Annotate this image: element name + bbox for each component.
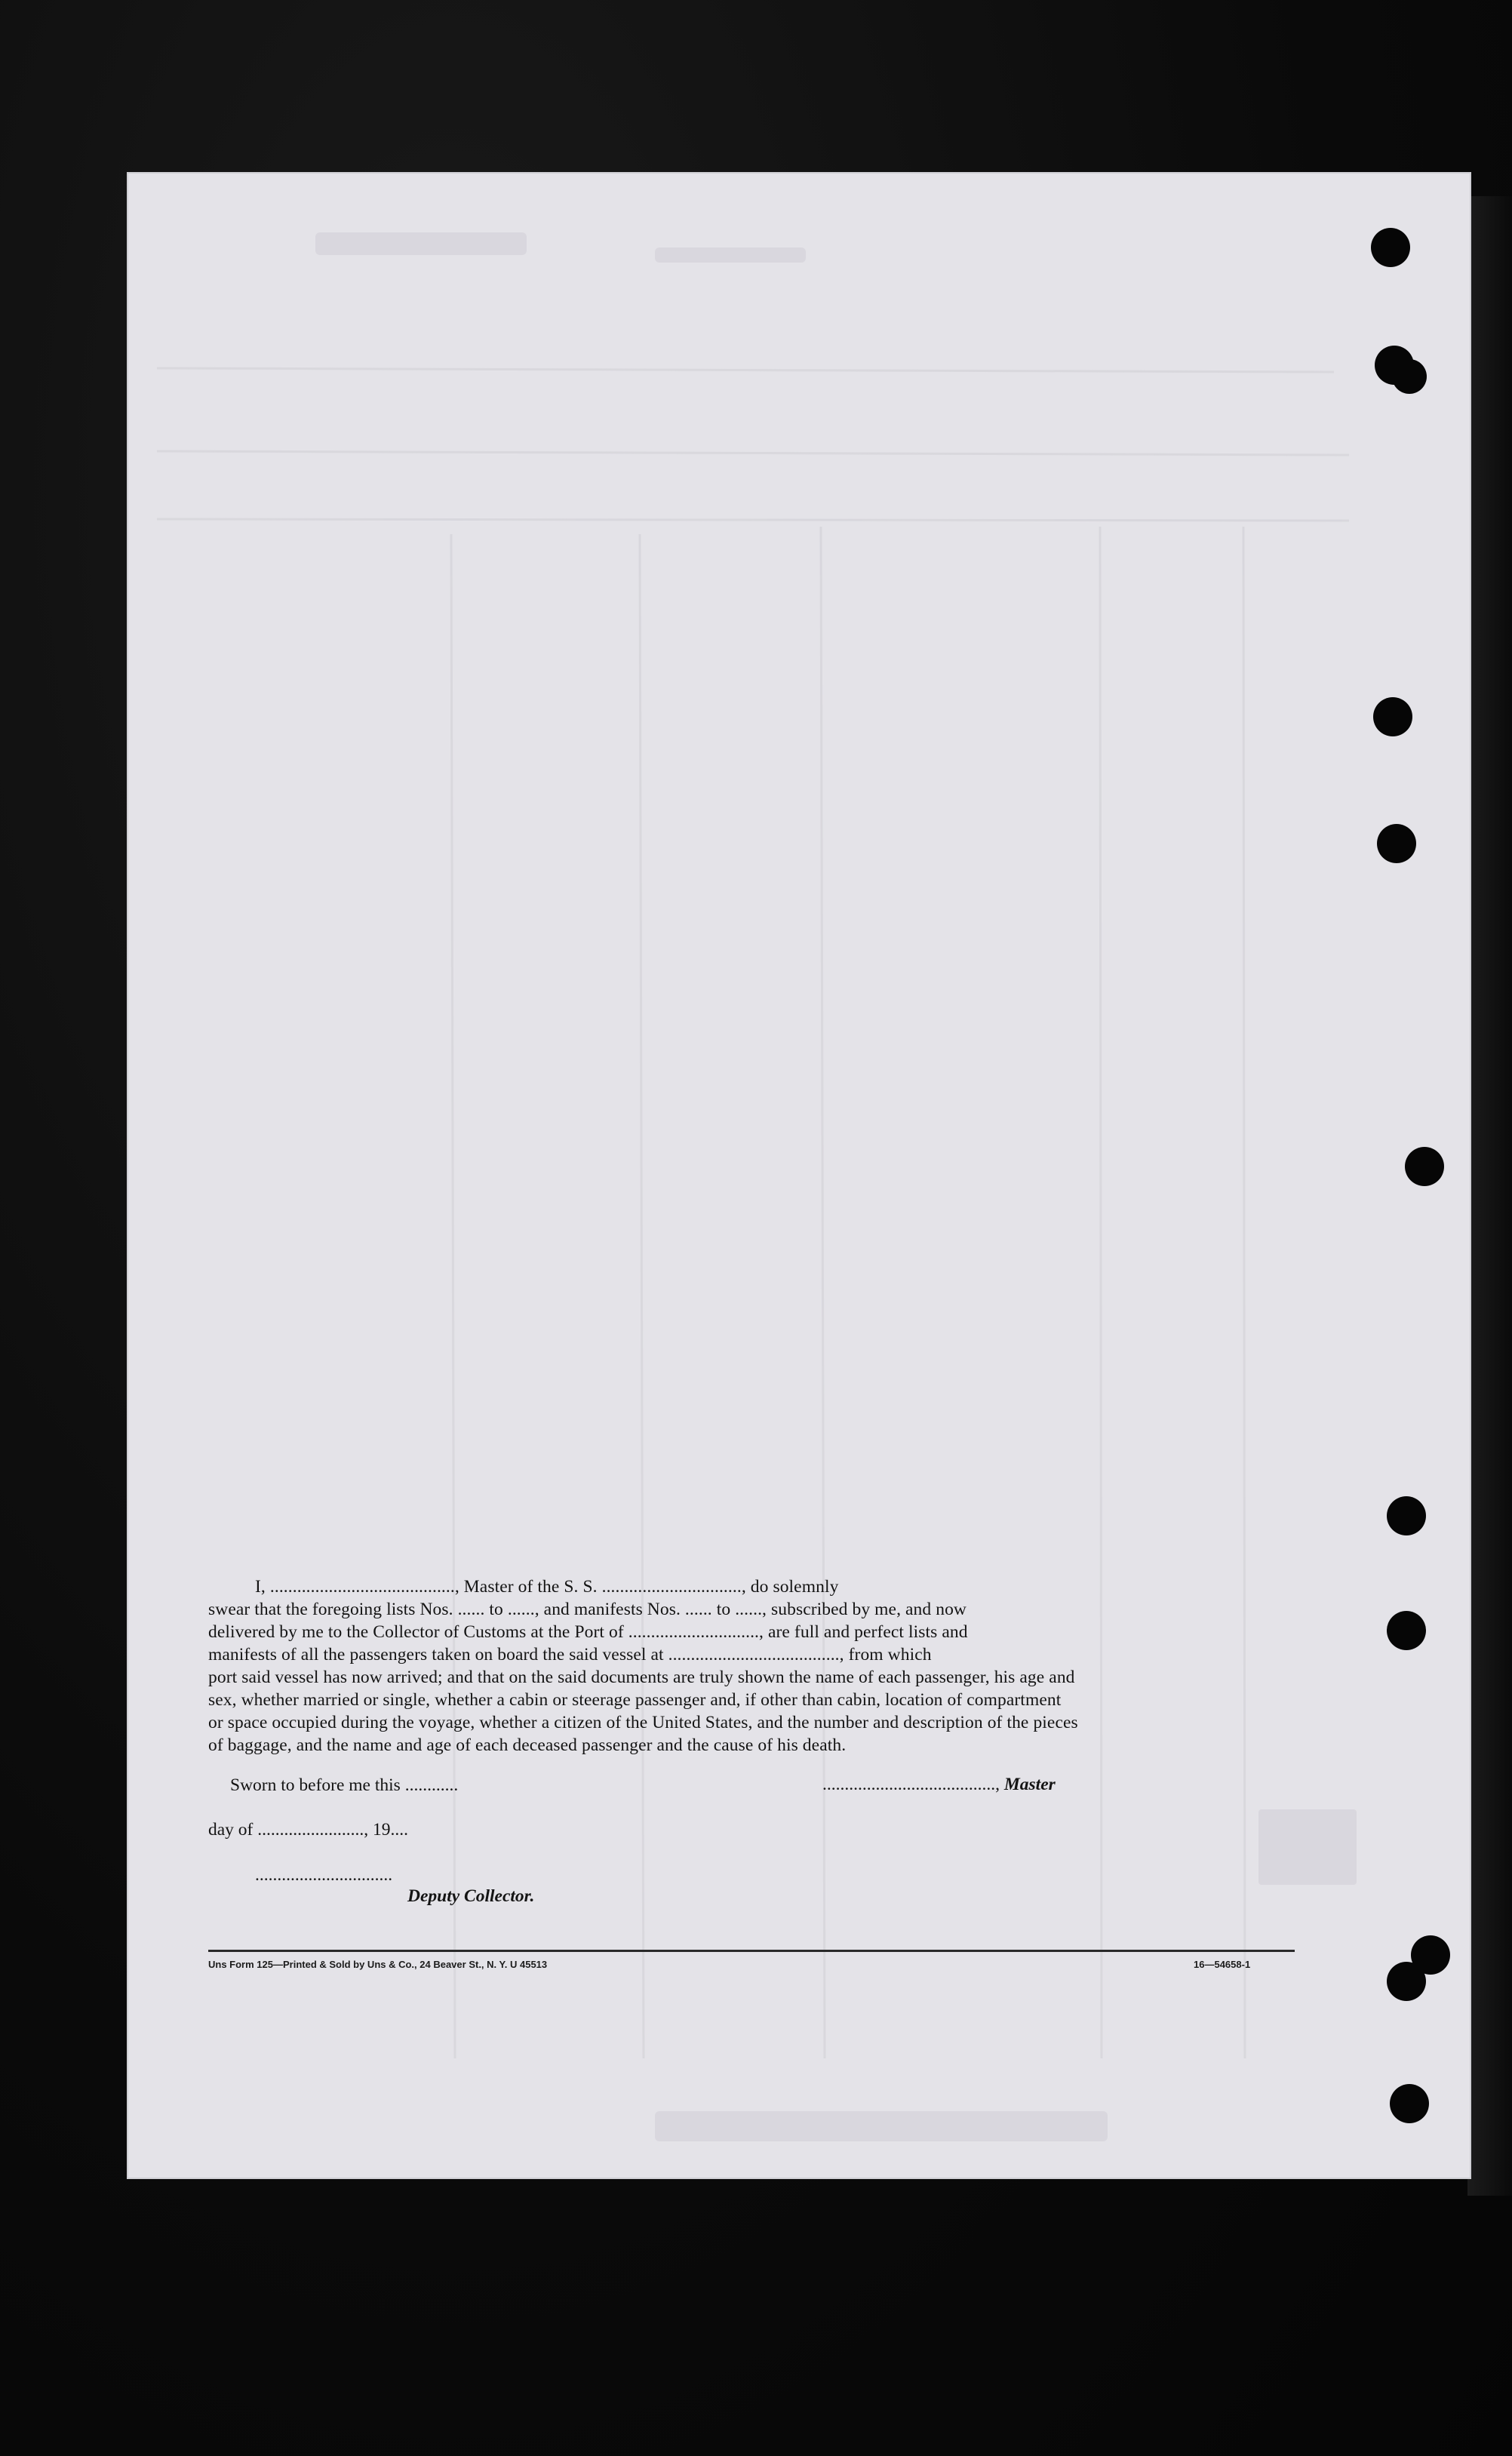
oath-line: manifests of all the passengers taken on board the said vessel at ......................................, from which xyxy=(208,1645,932,1664)
punch-hole xyxy=(1392,359,1427,394)
oath-line: or space occupied during the voyage, whether a citizen of the United States, and the number and description of the pieces xyxy=(208,1713,1078,1732)
oath-line: port said vessel has now arrived; and that on the said documents are truly shown the name of each passenger, his age and xyxy=(208,1668,1075,1687)
oath-line: of baggage, and the name and age of each deceased passenger and the cause of his death. xyxy=(208,1735,847,1755)
punch-hole xyxy=(1373,697,1412,736)
master-signature-line xyxy=(822,1775,1056,1795)
scan-right-edge xyxy=(1467,196,1512,2196)
punch-hole xyxy=(1390,2084,1429,2123)
master-signature-dots: ......................................., xyxy=(822,1775,1000,1794)
punch-hole xyxy=(1387,1611,1426,1650)
oath-line: I, ........................................., Master of the S. S. ..............................., do solemnly xyxy=(255,1577,839,1597)
oath-line: sex, whether married or single, whether a cabin or steerage passenger and, if other than cabin, location of compartment xyxy=(208,1690,1062,1710)
oath-paragraph xyxy=(208,1575,1295,1757)
day-of-line: day of ........................, 19.... xyxy=(208,1820,409,1840)
oath-line: swear that the foregoing lists Nos. ...... to ......, and manifests Nos. ...... to ......, subscribed by me, and now xyxy=(208,1600,967,1619)
form-number: 16—54658-1 xyxy=(1194,1959,1251,1970)
sworn-before-line: Sworn to before me this ............ xyxy=(230,1775,459,1795)
punch-hole xyxy=(1377,824,1416,863)
punch-hole xyxy=(1387,1962,1426,2001)
oath-line: delivered by me to the Collector of Customs at the Port of ............................., are full and perfect lists and xyxy=(208,1622,968,1642)
deputy-collector-dots: ............................... xyxy=(255,1865,393,1885)
punch-hole xyxy=(1371,228,1410,267)
punch-hole xyxy=(1405,1147,1444,1186)
punch-hole xyxy=(1387,1496,1426,1535)
master-label: Master xyxy=(1003,1775,1056,1794)
deputy-collector-label: Deputy Collector. xyxy=(407,1886,535,1906)
footer-rule xyxy=(208,1950,1295,1952)
printer-imprint: Uns Form 125—Printed & Sold by Uns & Co., 24 Beaver St., N. Y. U 45513 xyxy=(208,1959,548,1970)
